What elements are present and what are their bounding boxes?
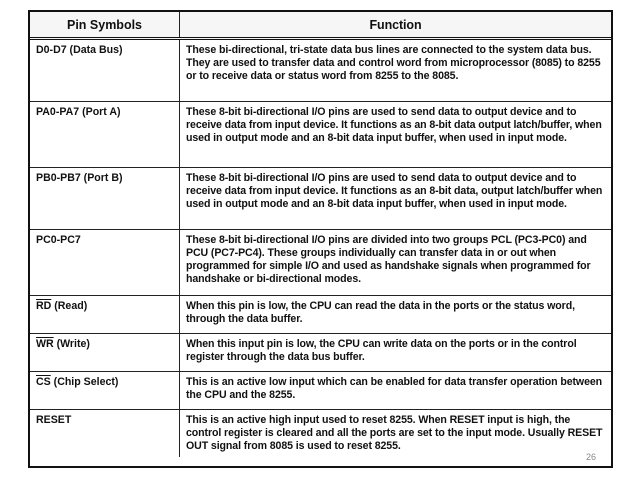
table-row: [30, 334, 611, 372]
pin-symbol: [30, 334, 180, 371]
pin-symbol: PB0-PB7 (Port B): [30, 168, 180, 229]
pin-symbol: D0-D7 (Data Bus): [30, 40, 180, 101]
pin-function: These 8-bit bi-directional I/O pins are used to send data to output device and to receive data from input device. It functions as an 8-bit data, output latch/buffer when used in output mode and an 8-bit data input buffer, when used in input mode.: [186, 172, 603, 210]
table-row: [30, 410, 611, 457]
table-row: [30, 168, 611, 230]
active-low-symbol: $\overline{RD}$: [36, 300, 52, 312]
table-row: [30, 372, 611, 410]
pin-table: [28, 10, 613, 468]
symbol-label: (Chip Select): [50, 376, 119, 388]
pin-function: When this pin is low, the CPU can read the data in the ports or the status word, through the data buffer.: [186, 300, 575, 325]
active-low-symbol: $\overline{CS}$: [36, 376, 51, 388]
pin-function: These 8-bit bi-directional I/O pins are used to send data to output device and to receive data from input device. It functions as an 8-bit data output latch/buffer, when used in output mode and an 8-bit data input buffer, when used in input mode.: [186, 106, 602, 144]
pin-symbol: RESET: [30, 410, 180, 457]
pin-function: These bi-directional, tri-state data bus lines are connected to the system data bus. They are used to transfer data and control word from microprocessor (8085) to 8255 or to receive data or status word from 8255 to the 8085.: [186, 44, 601, 82]
header-pin-symbols: Pin Symbols: [30, 12, 180, 37]
table-row: [30, 296, 611, 334]
page-number: 26: [586, 452, 597, 462]
pin-symbol: PA0-PA7 (Port A): [30, 102, 180, 167]
table-row: [30, 230, 611, 296]
table-header: [30, 12, 611, 40]
pin-function: These 8-bit bi-directional I/O pins are divided into two groups PCL (PC3-PC0) and PCU (PC7-PC4). These groups individually can transfer data in or out when programmed for simple I/O and used as handshake signals when programmed for handshake or bi-directional modes.: [186, 234, 591, 285]
table-row: [30, 40, 611, 102]
active-low-symbol: $\overline{WR}$: [36, 338, 54, 350]
pin-function: This is an active high input used to reset 8255. When RESET input is high, the control register is cleared and all the ports are set to the input mode. Usually RESET OUT signal from 8085 is used to reset 8255.: [186, 414, 603, 452]
table-row: [30, 102, 611, 168]
pin-symbol: PC0-PC7: [30, 230, 180, 295]
pin-symbol: [30, 372, 180, 409]
pin-symbol: [30, 296, 180, 333]
header-function: Function: [369, 18, 422, 32]
symbol-label: (Write): [53, 338, 90, 350]
symbol-label: (Read): [51, 300, 88, 312]
pin-function: When this input pin is low, the CPU can write data on the ports or in the control register through the data bus buffer.: [186, 338, 577, 363]
pin-function: This is an active low input which can be enabled for data transfer operation between the CPU and the 8255.: [186, 376, 603, 401]
